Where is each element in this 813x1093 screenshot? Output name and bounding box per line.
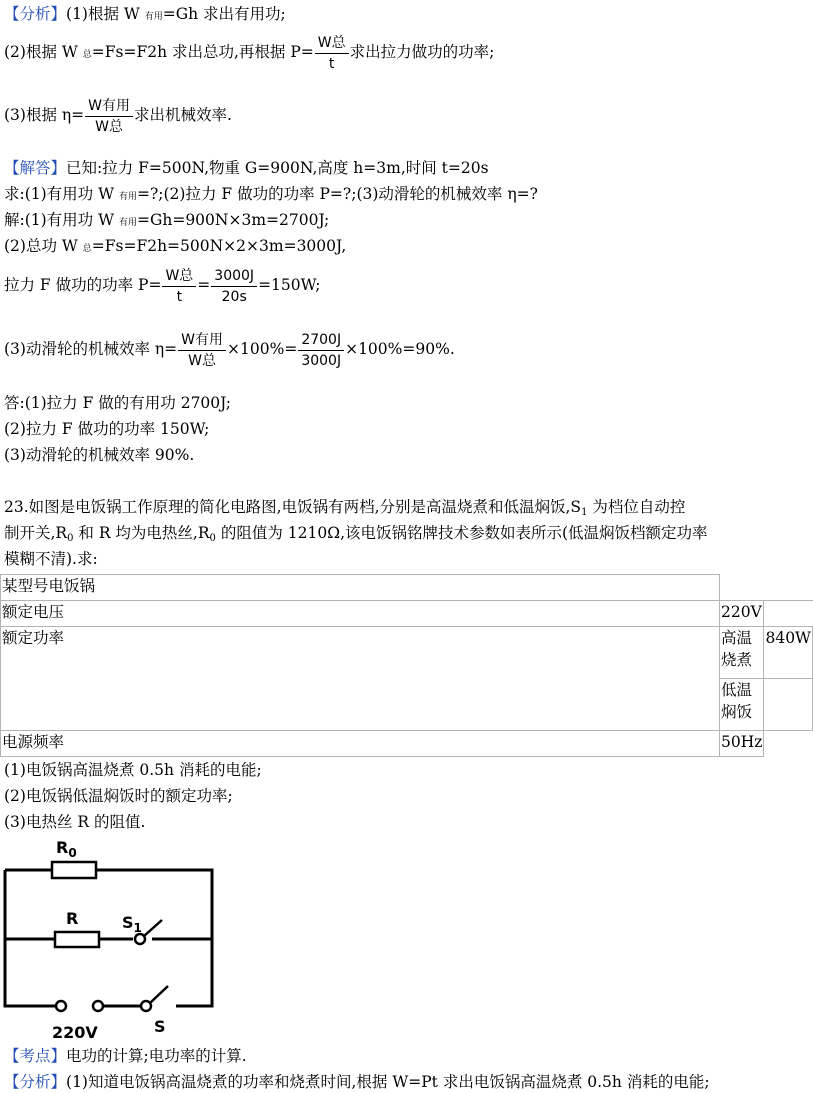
solution-power: 拉力 F 做功的功率 P= $\frac{\text{W总}}{t}$ = $\frac{3000J}{20s}$ =150W; <box>4 267 321 305</box>
freq-label: 电源频率 <box>1 731 720 757</box>
r0-resistor <box>52 862 96 878</box>
terminal-left <box>56 1001 66 1011</box>
label-s1: $S_1$ <box>122 913 142 935</box>
solution-step-2: (2)总功 W 总=Fs=F2h=500N×2×3m=3000J, <box>4 237 347 255</box>
analysis-line-3: (3)根据 η= $\frac{\text{W有用}}{\text{W总}}$ 求出机械效率. <box>4 97 232 135</box>
analysis-line-1: 【分析】(1)根据 W 有用=Gh 求出有用功; <box>4 5 286 23</box>
high-label: 高温烧煮 <box>720 627 764 679</box>
fraction-w-t: $\frac{\text{W总}}{t}$ <box>162 266 196 307</box>
q23-line-3: 模糊不清).求: <box>4 550 98 568</box>
q23-ask-2: (2)电饭锅低温焖饭时的额定功率; <box>4 787 233 805</box>
key-points: 【考点】电功的计算;电功率的计算. <box>4 1047 247 1065</box>
solution-ask: 求:(1)有用功 W 有用=?;(2)拉力 F 做功的功率 P=?;(3)动滑轮的机械效率 η=? <box>4 185 538 203</box>
s-blade <box>150 986 168 1003</box>
low-value <box>764 679 813 731</box>
terminal-right <box>93 1001 103 1011</box>
fraction-2700-3000: $\frac{2700J}{3000J}$ <box>298 330 344 371</box>
solution-given: 【解答】已知:拉力 F=500N,物重 G=900N,高度 h=3m,时间 t=20s <box>4 159 489 177</box>
low-label: 低温焖饭 <box>720 679 764 731</box>
high-value: 840W <box>764 627 813 679</box>
label-s: S <box>154 1017 166 1036</box>
fraction-3000-20: $\frac{3000J}{20s}$ <box>211 266 257 307</box>
q23-line-2: 制开关$,R_0$ 和 R 均为电热丝$,R_0$ 的阻值为 1210Ω,该电饭锅铭牌技术参数如表所示(低温焖饭档额定功率 <box>4 524 708 544</box>
voltage-value: 220V <box>720 601 764 627</box>
circuit-diagram <box>0 836 230 1046</box>
analysis-tag: 【分析】 <box>4 5 67 23</box>
answer-1: 答:(1)拉力 F 做的有用功 2700J; <box>4 394 231 412</box>
analysis-2-line-1: 【分析】(1)知道电饭锅高温烧煮的功率和烧煮时间,根据 W=Pt 求出电饭锅高温烧煮 0.5h 消耗的电能; <box>4 1073 710 1091</box>
label-220v: 220V <box>52 1023 98 1042</box>
fraction-wuseful-wtotal: $\frac{\text{W有用}}{\text{W总}}$ <box>178 330 226 371</box>
spec-table <box>0 574 813 757</box>
solution-tag: 【解答】 <box>4 159 67 177</box>
keypoint-tag: 【考点】 <box>4 1047 67 1065</box>
s1-blade <box>144 920 162 936</box>
label-r0: $R_0$ <box>56 838 77 860</box>
power-label: 额定功率 <box>1 627 720 731</box>
q23-ask-3: (3)电热丝 R 的阻值. <box>4 813 146 831</box>
answer-3: (3)动滑轮的机械效率 90%. <box>4 446 195 464</box>
q23-ask-1: (1)电饭锅高温烧煮 0.5h 消耗的电能; <box>4 761 262 779</box>
fraction-efficiency: $\frac{\text{W有用}}{\text{W总}}$ <box>85 96 133 137</box>
q23-line-1: 23.如图是电饭锅工作原理的简化电路图,电饭锅有两档,分别是高温烧煮和低温焖饭$,S_1$ 为档位自动控 <box>4 498 686 518</box>
answer-2: (2)拉力 F 做功的功率 150W; <box>4 420 210 438</box>
analysis-2-tag: 【分析】 <box>4 1073 67 1091</box>
solution-efficiency: (3)动滑轮的机械效率 η= $\frac{\text{W有用}}{\text{W总}}$ ×100%= $\frac{2700J}{3000J}$ ×100%=90%. <box>4 331 455 369</box>
analysis-line-2: (2)根据 W 总=Fs=F2h 求出总功,再根据 P= $\frac{\text{W总}}{t}$ 求出拉力做功的功率; <box>4 34 495 72</box>
s1-contact <box>135 934 145 944</box>
s-contact <box>141 1001 151 1011</box>
label-r: R <box>66 909 79 928</box>
freq-value: 50Hz <box>720 731 764 757</box>
r-resistor <box>55 932 99 947</box>
fraction-power: $\frac{\text{W总}}{t}$ <box>315 33 349 74</box>
voltage-label: 额定电压 <box>1 601 720 627</box>
spec-title: 某型号电饭锅 <box>1 575 720 601</box>
solution-step-1: 解:(1)有用功 W 有用=Gh=900N×3m=2700J; <box>4 211 330 229</box>
